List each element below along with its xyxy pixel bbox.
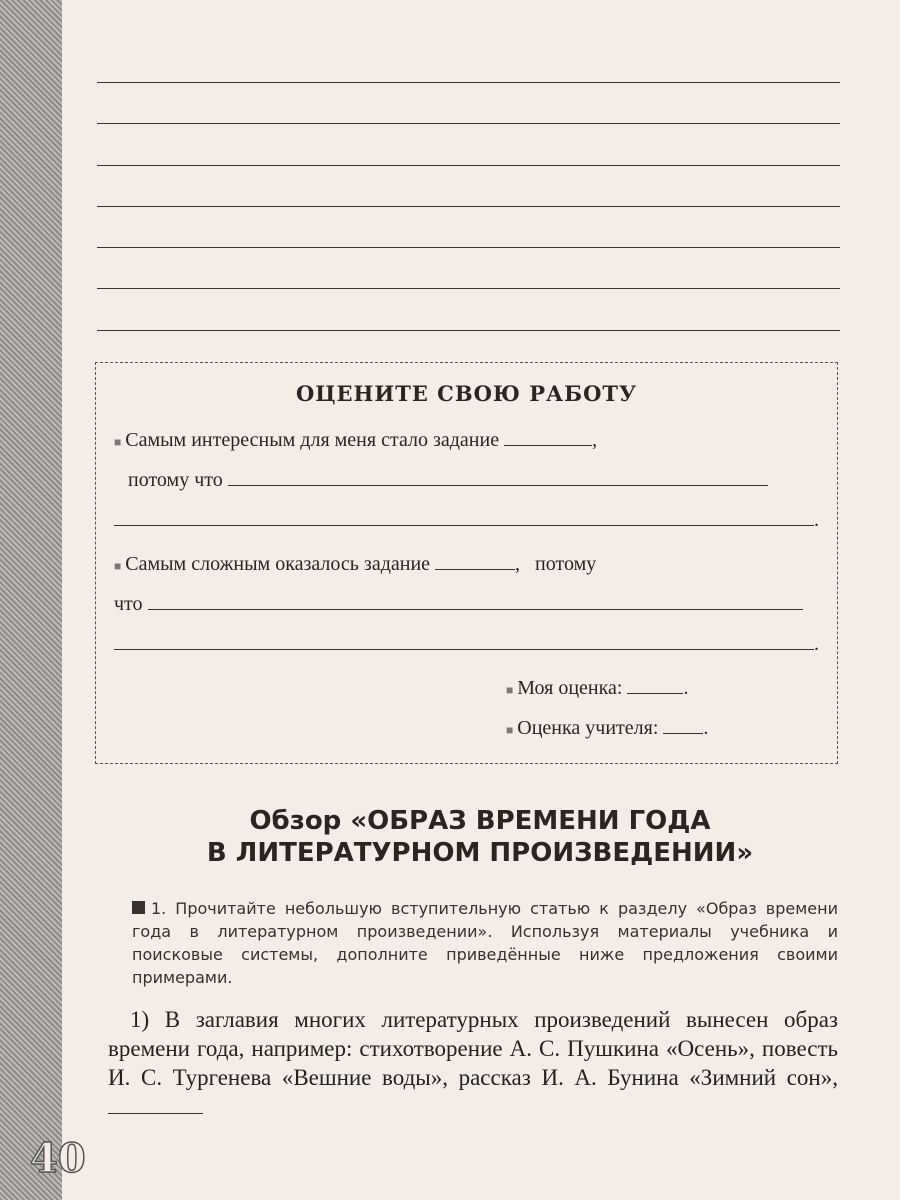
- task-intro: [132, 897, 838, 989]
- teacher-grade-blank[interactable]: [663, 733, 703, 734]
- item2-that: что: [114, 593, 143, 615]
- teacher-grade-label: Оценка учителя:: [517, 717, 659, 739]
- task-marker-icon: [132, 901, 145, 914]
- answer-line[interactable]: [97, 165, 840, 166]
- item1-text: Самым интересным для меня стало задание: [125, 429, 500, 451]
- page-edge-strip: [0, 0, 62, 1200]
- self-assessment-title: ОЦЕНИТЕ СВОЮ РАБОТУ: [295, 381, 638, 406]
- item1-because: потому что: [128, 469, 223, 491]
- intro-text: 1. Прочитайте небольшую вступительную статью к разделу «Образ времени года в литературном произведении». Используя материалы учебника и поисковые системы, дополните приведённые ниже предложения своими примерами.: [132, 899, 838, 987]
- answer-line[interactable]: [97, 123, 840, 124]
- task-1-text: 1) В заглавия многих литературных произведений вынесен образ времени года, например: стихотворение А. С. Пушкина «Осень», повесть И. С. Тургенева «Вешние воды», рассказ И. А. Бунина «Зимний сон»,: [108, 1007, 838, 1090]
- answer-line[interactable]: [97, 330, 840, 331]
- item2-because: потому: [535, 553, 597, 575]
- section-heading-line1: Обзор «ОБРАЗ ВРЕМЕНИ ГОДА: [249, 806, 711, 836]
- task-1: [108, 1005, 838, 1121]
- answer-blank[interactable]: [148, 609, 803, 610]
- answer-line[interactable]: [97, 288, 840, 289]
- my-grade-blank[interactable]: [627, 693, 683, 694]
- task-number-blank[interactable]: [504, 445, 592, 446]
- answer-line[interactable]: [97, 247, 840, 248]
- my-grade-label: Моя оценка:: [517, 677, 623, 699]
- answer-line[interactable]: [97, 206, 840, 207]
- answer-blank[interactable]: [114, 649, 814, 650]
- section-heading-line2: В ЛИТЕРАТУРНОМ ПРОИЗВЕДЕНИИ»: [206, 838, 754, 868]
- bullet-icon: ■: [506, 723, 514, 737]
- answer-blank[interactable]: [228, 485, 768, 486]
- item2-text: Самым сложным оказалось задание: [125, 553, 431, 575]
- page-number: 40: [30, 1135, 86, 1182]
- bullet-icon: ■: [114, 559, 122, 573]
- answer-line[interactable]: [97, 82, 840, 83]
- answer-blank[interactable]: [114, 525, 814, 526]
- bullet-icon: ■: [506, 683, 514, 697]
- answer-blank[interactable]: [108, 1113, 203, 1114]
- bullet-icon: ■: [114, 435, 122, 449]
- task-number-blank[interactable]: [435, 569, 515, 570]
- self-assessment-box: ОЦЕНИТЕ СВОЮ РАБОТУ ■ Самым интересным для меня стало задание , потому что . ■ Самым сложным оказалось задание , потому что . ■ Моя оценка: . ■ Оценка учителя: .: [95, 362, 838, 764]
